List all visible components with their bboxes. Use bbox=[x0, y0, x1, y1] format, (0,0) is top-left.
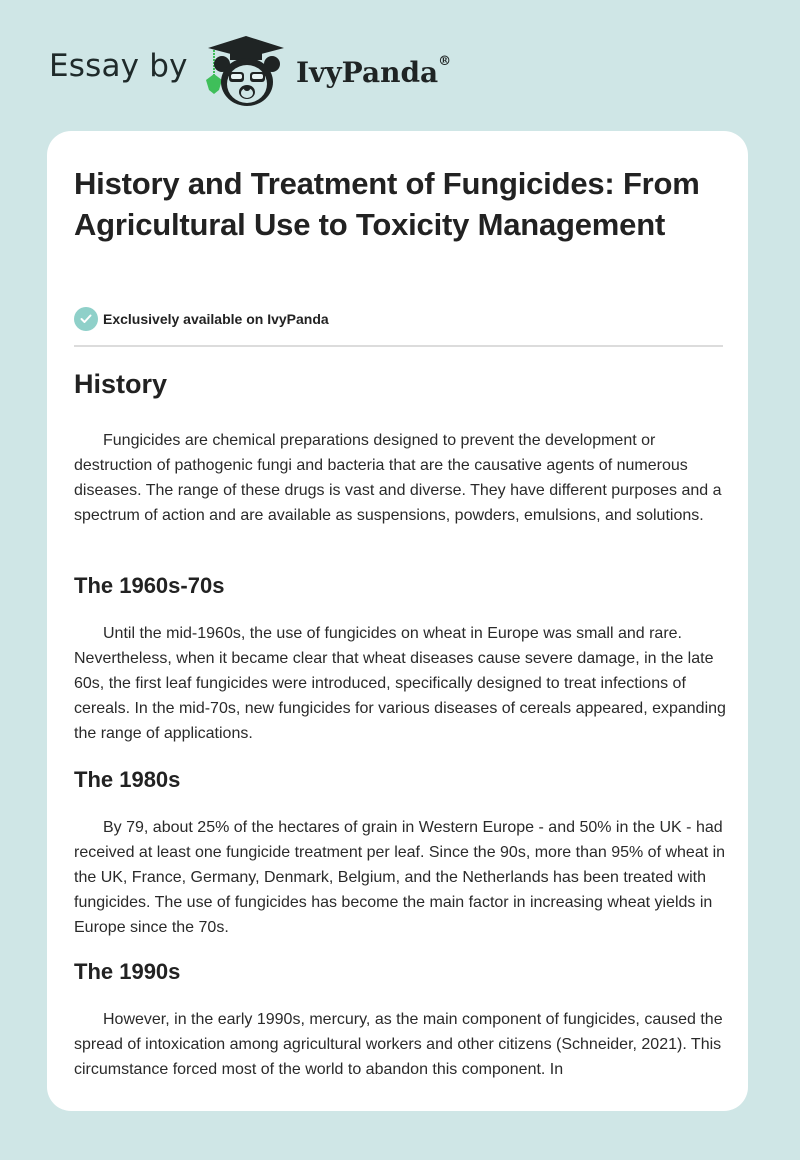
page-title: History and Treatment of Fungicides: From Agricultural Use to Toxicity Management bbox=[74, 166, 700, 242]
check-circle-icon bbox=[74, 307, 98, 331]
section-paragraph: Fungicides are chemical preparations designed to prevent the development or destruction of pathogenic fungi and bacteria that are the causative agents of numerous diseases. The range of these drugs is vast and diverse. They have different purposes and a spectrum of action and are available as suspensions, powders, emulsions, and solutions. bbox=[74, 432, 722, 524]
section-heading-1990s: The 1990s bbox=[74, 959, 181, 984]
badge-text: Exclusively available on IvyPanda bbox=[103, 311, 329, 327]
registered-mark: ® bbox=[438, 54, 452, 69]
panda-graduate-icon[interactable] bbox=[200, 34, 292, 110]
essay-by-label: Essay by bbox=[49, 48, 188, 84]
section-paragraph: Until the mid-1960s, the use of fungicides on wheat in Europe was small and rare. Nevertheless, when it became clear that wheat diseases cause severe damage, in the late 60s, the first leaf fungicides were introduced, specifically designed to treat infections of cereals. In the mid-70s, new fungicides for various diseases of cereals appeared, expanding the range of applications. bbox=[74, 625, 726, 742]
section-heading-1960s-70s: The 1960s-70s bbox=[74, 573, 225, 598]
exclusive-badge bbox=[74, 307, 329, 331]
divider bbox=[74, 345, 723, 347]
section-heading-history: History bbox=[74, 369, 168, 399]
brand-name: IvyPanda bbox=[296, 56, 439, 89]
section-paragraph: By 79, about 25% of the hectares of grain in Western Europe - and 50% in the UK - had received at least one fungicide treatment per leaf. Since the 90s, more than 95% of wheat in the UK, France, Germany, Denmark, Belgium, and the Netherlands has been treated with fungicides. The use of fungicides has become the main factor in increasing wheat yields in Europe since the 70s. bbox=[74, 819, 726, 936]
section-heading-1980s: The 1980s bbox=[74, 767, 181, 792]
site-header bbox=[0, 0, 800, 130]
essay-card bbox=[47, 131, 748, 1111]
brand-logo-text[interactable] bbox=[296, 56, 451, 89]
section-paragraph: However, in the early 1990s, mercury, as the main component of fungicides, caused the spread of intoxication among agricultural workers and other citizens (Schneider, 2021). This circumstance forced most of the world to abandon this component. In bbox=[74, 1011, 723, 1078]
